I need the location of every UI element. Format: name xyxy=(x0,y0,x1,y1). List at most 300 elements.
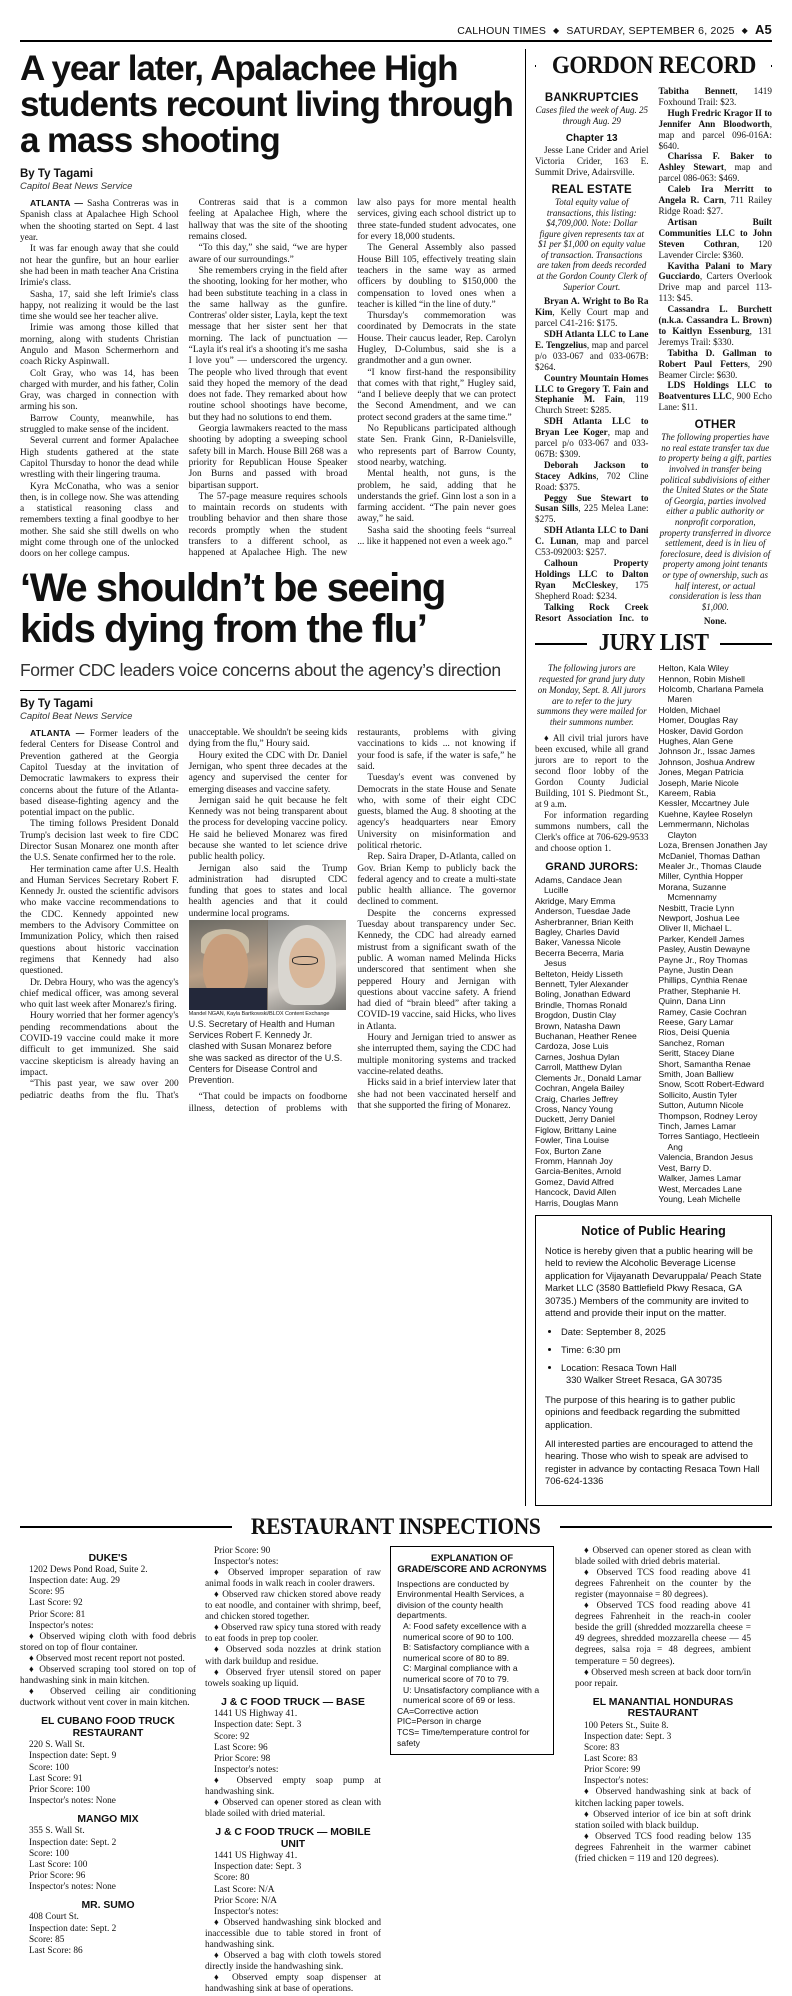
paragraph: Barrow County, meanwhile, has struggled to make sense of the incident. xyxy=(20,413,179,436)
list-item: Boling, Jonathan Edward xyxy=(535,989,631,1000)
inspection-line: ♦ Observed handwashing sink at back of kitchen lacking paper towels. xyxy=(575,1787,751,1809)
inspection-line: 220 S. Wall St. xyxy=(29,1740,85,1751)
inspection-line: Inspection date: Sept. 3 xyxy=(214,1720,302,1731)
inspection-line: Inspector's notes: None xyxy=(29,1795,116,1806)
gordon-record-banner xyxy=(535,52,772,80)
inspection-line: ♦ Observed empty soap dispenser at handwashing sink at base of operations. xyxy=(205,1973,381,1995)
paragraph: Houry exited the CDC with Dr. Daniel Jernigan, who spent three decades at the agency and supervised the center for emerging diseases and vaccine safety. xyxy=(188,750,348,795)
diamond-separator-icon: ◆ xyxy=(741,26,748,35)
paragraph: Houry and Jernigan tried to answer as she interrupted them, saying the CDC had multiple monitoring systems and tracked vaccine-related deaths. xyxy=(357,1033,516,1077)
paragraph: “That could be impacts on foodborne illness, detection of problems with restaurants, problems with giving vaccinations to kids ... not knowing if your food is safe, if the water is safe,” he said. xyxy=(188,728,516,1114)
list-item: Prather, Stephanie H. xyxy=(658,985,741,996)
inspection-line: Prior Score: 99 xyxy=(584,1765,641,1776)
entry-parties: Talking Rock Creek Resort Association Inc. to Tabitha Bennett xyxy=(535,86,736,623)
real-estate-entry: Artisan Built Communities LLC to John Steven Cothran, 120 Lavender Circle: $360. xyxy=(658,216,772,260)
upper-zone xyxy=(20,49,772,1506)
real-estate-entry: SDH Atlanta LLC to Lane E. Tengzelius, map and parcel p/o 033-067 and 033-067B: $264. xyxy=(535,328,649,372)
list-item: Carroll, Matthew Dylan xyxy=(535,1062,622,1073)
masthead xyxy=(20,22,772,40)
inspection-line: Prior Score: 90 xyxy=(214,1545,271,1556)
inspection-column xyxy=(20,1546,196,1996)
inspection-line: Inspector's notes: xyxy=(214,1906,279,1917)
list-item: Brindle, Thomas Ronald xyxy=(535,999,628,1010)
issue-date: SATURDAY, SEPTEMBER 6, 2025 xyxy=(566,25,735,37)
real-estate-entry: Talking Rock Creek Resort Association Inc. to Tabitha Bennett, 1419 Foxhound Trail: $23. xyxy=(535,86,772,623)
banner-rule-right xyxy=(720,643,772,645)
list-item: Pasley, Austin Dewayne xyxy=(658,944,751,955)
inspection-line: 100 Peters St., Suite 8. xyxy=(584,1720,669,1731)
list-item: Cochran, Angela Bailey xyxy=(535,1083,625,1094)
paragraph: Irimie was among those killed that morning, along with students Christian Angulo and Mason Schermerhorn and coach Ricky Aspinwall. xyxy=(20,323,179,368)
list-item: Payne Jr., Roy Thomas xyxy=(658,954,748,965)
list-item: Hancock, David Allen xyxy=(535,1187,617,1198)
inspection-line: ♦ Observed improper separation of raw animal foods in walk reach in cooler drawers. xyxy=(205,1567,381,1589)
paper-name: CALHOUN TIMES xyxy=(457,25,547,37)
banner-rule-right xyxy=(771,65,772,67)
restaurant-name: DUKE'S xyxy=(88,1552,128,1564)
inspection-column xyxy=(575,1546,751,1996)
list-item: Hughes, Alan Gene xyxy=(658,736,734,747)
story1-byline-org: Capitol Beat News Service xyxy=(20,181,133,193)
grade-explanation-title: EXPLANATION OF GRADE/SCORE AND ACRONYMS xyxy=(397,1551,547,1574)
grade-explanation-line: PIC=Person in charge xyxy=(397,1716,482,1727)
inspection-line: Last Score: 92 xyxy=(29,1598,83,1609)
inspection-line: ♦ Observed interior of ice bin at soft drink station soiled with black buildup. xyxy=(575,1809,751,1831)
page-number: A5 xyxy=(754,22,772,37)
inspection-line: Last Score: 96 xyxy=(214,1742,268,1753)
list-item: Holden, Michael xyxy=(658,704,721,715)
other-note: The following properties have no real estate transfer tax due to property being a gift, parties involved in transfer being political subdivisions of either the United States or the State of Georgia, parties involved either a public authority or nonprofit corporation, property transferred in divorce settlement, deed is in lieu of foreclosure, deed is division of property among joint tenants or type of ownership, such as half interest, or actual consideration is less than $1,000. xyxy=(658,432,772,612)
list-item: Garcia-Benites, Arnold xyxy=(535,1166,621,1177)
list-item: Ramey, Casie Cochran xyxy=(658,1006,747,1017)
inspection-line: ♦ Observed TCS food reading above 41 degrees Fahrenheit on the counter by the register (mayonnaise = 80 degrees). xyxy=(575,1567,751,1600)
notice-closing: All interested parties are encouraged to attend the hearing. Those who wish to speak are advised to register in advance by contacting Resaca Town Hall 706-624-1336 xyxy=(545,1438,760,1487)
inspection-line: Score: 80 xyxy=(214,1873,250,1884)
paragraph: Kyra McConatha, who was a senior then, is in college now. She was attending a statistical reasoning class and remembers texting a final goodbye to her mother. She said she still dwells on who might come through one of the unlocked doors on her college campus. xyxy=(20,481,179,560)
paragraph: Rep. Saira Draper, D-Atlanta, called on Gov. Brian Kemp to publicly back the federal agency and to create a multi-state public health alliance. The governor declined to comment. xyxy=(357,852,516,908)
portrait-photo xyxy=(189,920,346,1010)
story2-byline-org: Capitol Beat News Service xyxy=(20,711,133,723)
list-item: Young, Leah Michelle xyxy=(658,1193,741,1204)
bankruptcy-chapter: Chapter 13 xyxy=(565,133,618,145)
jury-list-banner xyxy=(535,630,772,657)
paragraph: Jernigan said he quit because he felt Kennedy was not being transparent about the process for developing vaccine policy. He said he believed Monarez was fired because she wanted to let science drive public health policy. xyxy=(188,795,348,863)
entry-parties: LDS Holdings LLC to Boatventures LLC xyxy=(658,380,772,402)
real-estate-entry: Calhoun Property Holdings LLC to Dalton Ryan McCleskey, 175 Shepherd Road: $234. xyxy=(535,558,649,601)
inspection-line: ♦ Observed raw chicken stored above ready to eat noodle, and container with shrimp, beef, and chicken stored together. xyxy=(205,1590,381,1623)
inspection-line: Prior Score: 96 xyxy=(29,1870,86,1881)
grand-jurors-head: GRAND JURORS: xyxy=(545,860,639,873)
grade-explanation-line: C: Marginal compliance with a numerical score of 70 to 79. xyxy=(403,1663,518,1684)
list-item: Asherbranner, Brian Keith xyxy=(535,916,634,927)
restaurant-name: MANGO MIX xyxy=(77,1813,139,1825)
list-item: Kareem, Rabia xyxy=(658,788,716,799)
list-item: Sollicito, Austin Tyler xyxy=(658,1089,738,1100)
paragraph: Colt Gray, who was 14, has been charged with murder, and his father, Colin Gray, was charged in connection with arming his son. xyxy=(20,368,179,413)
list-item: Brogdon, Dustin Clay xyxy=(535,1010,617,1021)
list-item: Gomez, David Alfred xyxy=(535,1176,614,1187)
paragraph: Her termination came after U.S. Health and Human Services Secretary Robert F. Kennedy Jr. ousted the scientific advisors who make vaccine recommendations to the CDC. Kennedy appointed new members to the Advisory Committee on Immunization Policy, which then raised questions about historic vaccination regimens that Kennedy had also questioned. xyxy=(20,864,179,977)
list-item: Johnson, Joshua Andrew xyxy=(658,756,755,767)
list-item: Becerra Becerra, Maria Jesus xyxy=(535,947,624,969)
story2-rule xyxy=(20,690,516,691)
inspection-line: 355 S. Wall St. xyxy=(29,1826,85,1837)
inspection-line: Inspector's notes: xyxy=(214,1764,279,1775)
list-item: Cardoza, Jose Luis xyxy=(535,1041,609,1052)
photo-caption: U.S. Secretary of Health and Human Services Robert F. Kennedy Jr. clashed with Susan Monarez before she was sacked as director of the U.S. Centers for Disease Control and Prevention. xyxy=(188,1019,343,1086)
inspection-line: Score: 95 xyxy=(29,1587,65,1598)
real-estate-entry: Cassandra L. Burchett (n.k.a. Cassandra L. Brown) to Kaitlyn Essenburg, 131 Jeremys Trail: $330. xyxy=(658,304,772,347)
inspection-line: Prior Score: 98 xyxy=(214,1753,271,1764)
list-item: Johnson Jr., Issac James xyxy=(658,746,755,757)
inspection-line: Score: 100 xyxy=(29,1762,70,1773)
paragraph: Tuesday's event was convened by Democrats in the state House and Senate who, with some of their eight CDC guests, blamed the Aug. 8 shooting at the agency's headquarters near Emory University on misinformation and political rhetoric. xyxy=(357,773,516,851)
list-item: Jones, Megan Patricia xyxy=(658,767,744,778)
notice-bullet: • Date: September 8, 2025 xyxy=(561,1326,762,1339)
inspection-line: Inspection date: Sept. 2 xyxy=(29,1923,117,1934)
jury-note: The following jurors are requested for grand jury duty on Monday, Sept. 8. All jurors are to refer to the jury summons they were mailed for their summons number. xyxy=(536,663,647,728)
real-estate-entry: LDS Holdings LLC to Boatventures LLC, 900 Echo Lane: $11. xyxy=(658,380,772,413)
inspection-line: ♦ Observed ceiling air conditioning ductwork without vent cover in main kitchen. xyxy=(20,1687,196,1709)
dateline: ATLANTA — xyxy=(30,198,88,209)
list-item: Buchanan, Heather Renee xyxy=(535,1031,637,1042)
list-item: Snow, Scott Robert-Edward xyxy=(658,1079,765,1090)
list-item: Parker, Kendell James xyxy=(658,933,745,944)
story2-byline: By Ty Tagami xyxy=(20,698,94,711)
paragraph: Thursday's commemoration was coordinated by Democrats in the state House. Their caucus leader, Rep. Carolyn Hugley, D-Columbus, said she is a grandmother and a gun owner. xyxy=(357,311,516,367)
notice-title: Notice of Public Hearing xyxy=(581,1223,726,1238)
story1-body xyxy=(20,198,516,561)
list-item: Brown, Natasha Dawn xyxy=(535,1020,621,1031)
real-estate-entry: SDH Atlanta LLC to Dani C. Lunan, map and parcel C53-092003: $257. xyxy=(535,525,649,558)
list-item: Quinn, Dana Linn xyxy=(658,996,726,1007)
restaurant-inspections-title: RESTAURANT INSPECTIONS xyxy=(251,1513,541,1539)
real-estate-entry: Country Mountain Homes LLC to Gregory T. Fain and Stephanie M. Fain, 119 Church Street: $285. xyxy=(535,372,649,416)
inspection-line: ♦ Observed handwashing sink blocked and inaccessible due to table stored in front of handwashing sink. xyxy=(205,1917,381,1951)
list-item: Payne, Justin Dean xyxy=(658,964,734,975)
list-item: Kuehne, Kaylee Roselyn xyxy=(658,808,753,819)
real-estate-entry: Bryan A. Wright to Bo Ra Kim, Kelly Court map and parcel C41-216: $175. xyxy=(535,296,649,329)
inspection-line: Prior Score: 100 xyxy=(29,1784,90,1795)
restaurant-inspections-grid xyxy=(20,1546,772,1996)
entry-parties: SDH Atlanta LLC to Lane E. Tengzelius xyxy=(535,328,649,350)
inspection-line: ♦ Observed most recent report not posted. xyxy=(29,1653,185,1664)
jurors-list-col2 xyxy=(659,663,773,1204)
notice-bullet: • Time: 6:30 pm xyxy=(561,1344,762,1357)
photo-credit: Mandel NGAN, Kayla Bartkowski/BLOX Content Exchange xyxy=(188,1011,330,1018)
list-item: Harris, Douglas Mann xyxy=(535,1197,619,1208)
inspection-line: ♦ Observed TCS food reading above 41 degrees Fahrenheit in the reach-in cooler beside the grill (shredded mozzarella cheese = 49 degrees, shredded mozzarella cheese — 45 degrees, salsa roja = 48 degrees, ambient temperature = 50 degrees). xyxy=(575,1601,751,1667)
inspection-line: Score: 100 xyxy=(29,1848,70,1859)
paragraph: The timing follows President Donald Trump's decision last week to fire CDC Director Susan Monarez one month after the U.S. Senate confirmed her to the role. xyxy=(20,819,179,864)
inspection-line: ♦ Observed a bag with cloth towels stored directly inside the handwashing sink. xyxy=(205,1951,381,1973)
list-item: Kessler, Mccartney Jule xyxy=(658,798,750,809)
banner-rule-left xyxy=(20,1526,232,1528)
portrait-kennedy xyxy=(189,920,267,1010)
paragraph: Sasha, 17, said she left Irimie's class happy, not realizing it would be the last time she would see her teacher alive. xyxy=(20,289,179,323)
entry-parties: Cassandra L. Burchett (n.k.a. Cassandra L. Brown) to Kaitlyn Essenburg xyxy=(658,304,772,336)
inspection-line: 1441 US Highway 41. xyxy=(214,1851,298,1862)
gordon-record-title: GORDON RECORD xyxy=(551,52,756,79)
story2-photo-block xyxy=(189,920,346,1086)
paragraph: She remembers crying in the field after the shooting, looking for her mother, who had been substitute teaching in a class in the same hallway as the gunfire. Contreras' older sister, Layla, kept the text message that her sister sent her that morning. The lack of punctuation — “Layla it's real it's a shooting it's me sasha I love you” — underscored the urgency. The people who lived through that event said they hoped the memory of the dead does not fade. They remarked about how routine school shootings have become, but they had no solutions to end them. xyxy=(188,265,348,423)
real-estate-entry: Hugh Fredric Kragor II to Jennifer Ann Bloodworth, map and parcel 096-016A: $640. xyxy=(658,107,772,151)
notice-bullet-list xyxy=(545,1326,762,1386)
list-item: Fowler, Tina Louise xyxy=(535,1135,610,1146)
entry-parties: Kavitha Palani to Mary Gucciardo xyxy=(658,260,772,282)
entry-parties: Peggy Sue Stewart to Susan Sills xyxy=(535,492,649,514)
list-item: Bagley, Charles David xyxy=(535,927,620,937)
gordon-record-body xyxy=(535,86,772,627)
paragraph: “I know first-hand the responsibility that comes with that right,” Hugley said, “and I believe deeply that we can protect the Second Amendment, and we can protect second graders at the same time.” xyxy=(357,367,516,423)
restaurant-inspections-banner xyxy=(20,1514,772,1540)
list-item: Clements Jr., Donald Lamar xyxy=(535,1072,642,1083)
inspection-line: Inspector's notes: xyxy=(584,1776,649,1787)
list-item: Vest, Barry D. xyxy=(658,1162,712,1173)
list-item: Torres Santiago, Hectleein Ang xyxy=(658,1131,760,1152)
list-item: Reese, Gary Lamar xyxy=(658,1017,734,1027)
inspection-line: ♦ Observed soda nozzles at drink station with dark buildup and residue. xyxy=(205,1645,381,1667)
entry-parties: Charissa F. Baker to Ashley Stewart xyxy=(658,151,772,173)
list-item: Sanchez, Roman xyxy=(658,1037,725,1048)
paragraph: For information regarding summons numbers, call the Clerk's office at 706-629-9533 and choose option 1. xyxy=(535,809,649,853)
public-hearing-notice xyxy=(535,1215,772,1506)
entry-parties: Country Mountain Homes LLC to Gregory T. Fain and Stephanie M. Fain xyxy=(535,372,649,405)
inspection-line: ♦ Observed fryer utensil stored on paper towels soaking up liquid. xyxy=(205,1667,381,1689)
paragraph: Sasha said the shooting feels “surreal ... like it happened not even a week ago.” xyxy=(357,525,516,548)
list-item: Akridge, Mary Emma xyxy=(535,895,616,906)
inspection-line: ♦ Observed TCS food reading below 135 degrees Fahrenheit in the warmer cabinet (fried chicken = 119 and 120 degrees). xyxy=(575,1831,751,1864)
list-item: Tinch, James Lamar xyxy=(658,1121,737,1132)
list-item: Carnes, Joshua Dylan xyxy=(535,1051,620,1062)
list-item: Seritt, Stacey Diane xyxy=(658,1048,735,1059)
list-item: Lemmermann, Nicholas Clayton xyxy=(658,819,750,840)
entry-parties: Artisan Built Communities LLC to John Steven Cothran xyxy=(658,216,772,249)
list-item: McDaniel, Thomas Dathan xyxy=(658,850,761,861)
real-estate-entry: SDH Atlanta LLC to Bryan Lee Koger, map and parcel p/o 033-067 and 033-067B: $309. xyxy=(535,416,649,459)
list-item: Joseph, Marie Nicole xyxy=(658,777,739,788)
gordon-record-column xyxy=(526,49,772,1506)
paragraph: It was far enough away that she could not hear the gunfire, but an hour earlier she had been in math teacher Ana Cristina Irimie's class. xyxy=(20,244,179,289)
real-estate-head: REAL ESTATE xyxy=(551,183,632,196)
inspection-line: Last Score: N/A xyxy=(214,1884,275,1895)
masthead-rule xyxy=(20,40,772,42)
notice-bullet-sub: 330 Walker Street Resaca, GA 30735 xyxy=(566,1374,722,1386)
grade-explanation-line: CA=Corrective action xyxy=(397,1705,479,1716)
inspection-line: 1441 US Highway 41. xyxy=(214,1709,298,1720)
inspection-line: ♦ Observed can opener stored as clean with blade soiled with dried material. xyxy=(205,1798,381,1820)
notice-bullet: • Location: Resaca Town Hall 330 Walker Street Resaca, GA 30735 xyxy=(561,1362,762,1387)
jury-intro-column xyxy=(535,663,649,1208)
dateline: ATLANTA — xyxy=(30,728,90,739)
banner-rule-left xyxy=(535,65,536,67)
list-item: Anderson, Tuesdae Jade xyxy=(535,906,631,917)
story2-headline: ‘We shouldn’t be seeing kids dying from the flu’ xyxy=(20,565,445,651)
list-item: Oliver II, Michael L. xyxy=(658,923,733,934)
banner-rule-left xyxy=(535,643,587,645)
restaurant-name: EL CUBANO FOOD TRUCK RESTAURANT xyxy=(41,1716,175,1739)
story2-body xyxy=(20,728,516,1115)
grade-explanation-line: TCS= Time/temperature control for safety xyxy=(397,1726,530,1748)
list-item: Homer, Douglas Ray xyxy=(658,715,738,726)
inspection-line: Last Score: 100 xyxy=(29,1859,88,1870)
list-item: Baker, Vanessa Nicole xyxy=(535,937,621,948)
entry-parties: Bryan A. Wright to Bo Ra Kim xyxy=(535,296,649,318)
paragraph: Hicks said in a brief interview later that she had not been vaccinated herself and that she supported the firing of Monarez. xyxy=(357,1078,516,1111)
list-item: Fox, Burton Zane xyxy=(535,1145,602,1156)
entry-parties: SDH Atlanta LLC to Bryan Lee Koger xyxy=(535,416,649,438)
list-item: West, Mercades Lane xyxy=(658,1183,742,1194)
list-item: Mealer Jr., Thomas Claude xyxy=(658,860,762,871)
bankruptcies-note: Cases filed the week of Aug. 25 through Aug. 29 xyxy=(535,105,649,126)
jurors-list-col1 xyxy=(535,875,649,1208)
list-item: Thompson, Rodney Leroy xyxy=(658,1110,758,1121)
inspection-line: ♦ Observed empty soap pump at handwashing sink. xyxy=(205,1775,381,1797)
list-item: Craig, Charles Jeffrey xyxy=(535,1093,618,1104)
list-item: Fromm, Hannah Joy xyxy=(535,1155,613,1166)
list-item: Valencia, Brandon Jesus xyxy=(658,1152,753,1163)
paragraph: ♦ All civil trial jurors have been excused, while all grand jurors are to report to the second floor lobby of the Gordon County Judicial Building, 101 S. Piedmont St., at 9 a.m. xyxy=(535,732,649,809)
inspection-line: Inspection date: Sept. 9 xyxy=(29,1751,117,1762)
inspection-line: Inspector's notes: xyxy=(29,1620,94,1631)
list-item: Holcomb, Charlana Pamela Maren xyxy=(658,684,764,705)
jury-instructions xyxy=(535,733,649,854)
restaurant-name: J & C FOOD TRUCK — MOBILE UNIT xyxy=(215,1827,371,1850)
inspection-line: Inspection date: Aug. 29 xyxy=(29,1576,120,1587)
inspection-line: Last Score: 91 xyxy=(29,1773,83,1784)
inspection-line: Inspector's notes: xyxy=(214,1556,279,1567)
real-estate-entry: Kavitha Palani to Mary Gucciardo, Carters Overlook Drive map and parcel 113-113: $45. xyxy=(658,260,772,304)
paragraph: Mental health, not guns, is the problem, he said, adding that he understands the grief. Ginn lost a son in a farming accident. “The pain never goes away,” he said. xyxy=(357,469,516,525)
grade-explanation-wrapper xyxy=(390,1546,566,1996)
paragraph: Georgia lawmakers reacted to the mass shooting by adopting a sweeping school safety bill in March. House Bill 268 was a priority for Republican House Speaker Jon Burns and passed with broad bipartisan support. xyxy=(188,424,348,491)
paragraph: Contreras said that is a common feeling at Apalachee High, where the hallway that was the site of the shooting remains closed. xyxy=(188,198,348,243)
story1-headline: A year later, Apalachee High students recount living through a mass shooting xyxy=(20,49,513,161)
story2-deck: Former CDC leaders voice concerns about the agency’s direction xyxy=(20,660,501,681)
bankruptcy-entry: Jesse Lane Crider and Ariel Victoria Crider, 163 E. Summit Drive, Adairsville. xyxy=(535,145,649,177)
paragraph: ATLANTA — Sasha Contreras was in Spanish class at Apalachee High School when the shooting started on Sept. 4 last year. xyxy=(20,198,179,244)
entry-parties: SDH Atlanta LLC to Dani C. Lunan xyxy=(535,525,649,547)
grade-explanation-line: U: Unsatisfactory compliance with a numerical score of 69 or less. xyxy=(403,1684,540,1706)
paragraph: No Republicans participated although state Sen. Frank Ginn, R-Danielsville, who represents part of Barrow County, stood nearby, watching. xyxy=(357,424,516,468)
inspection-line: Score: 83 xyxy=(584,1743,620,1754)
list-item: Bennett, Tyler Alexander xyxy=(535,979,629,990)
paragraph: “This past year, we saw over 200 pediatric deaths from the flu. That's unacceptable. We shouldn't be seeing kids dying from the flu,” Houry said. xyxy=(20,728,348,1101)
paragraph: Houry worried that her former agency's pending recommendations about the COVID-19 vaccine could make it more difficult to get immunized. She said vaccine skepticism is already having an impact. xyxy=(20,1011,179,1078)
paragraph: The General Assembly also passed House Bill 105, effectively treating slain teachers in the same way as armed officers by doubling to $150,000 the compensation to loved ones when a teacher is killed “in the line of duty.” xyxy=(357,243,516,310)
paragraph: The 57-page measure requires schools to maintain records on students with troubling behavior and then share those records promptly when the student transfers to a different school, as happened at Apalachee High. The new law also pays for more mental health services, giving each school district up to three state-funded student advocates, one for every 18,000 students. xyxy=(188,198,516,559)
list-item: Short, Samantha Renae xyxy=(658,1058,751,1069)
list-item: Duckett, Jerry Daniel xyxy=(535,1114,615,1125)
entry-parties: Tabitha D. Gallman to Robert Paul Fetters xyxy=(658,347,772,369)
left-column-group xyxy=(20,49,525,1506)
inspection-line: Inspection date: Sept. 3 xyxy=(584,1731,672,1742)
other-head: OTHER xyxy=(694,419,736,432)
paragraph: Several current and former Apalachee High students gathered at the state Capitol Thursday to honor the dead while wrestling with their lingering trauma. xyxy=(20,436,179,481)
real-estate-entry: Peggy Sue Stewart to Susan Sills, 225 Melea Lane: $275. xyxy=(535,492,649,525)
notice-intro: Notice is hereby given that a public hearing will be held to review the Alcoholic Beverage License application for Vijayanath Devaruppala/ Peach State Market LLC (3580 Battlefield Pkwy Resaca, GA 30735.) Members of the community are invited to attend and provide their input on the matter. xyxy=(545,1244,762,1318)
restaurant-name: EL MANANTIAL HONDURAS RESTAURANT xyxy=(592,1696,734,1720)
list-item: Belteton, Heidy Lisseth xyxy=(535,968,623,979)
list-item: Hennon, Robin Mishell xyxy=(658,673,745,684)
diamond-separator-icon: ◆ xyxy=(553,26,560,35)
paragraph: Jernigan also said the Trump administration had disrupted CDC funding that goes to states and local health agencies and that it could undermine local programs. xyxy=(188,863,348,919)
other-entries: None. xyxy=(703,616,727,627)
entry-parties: Deborah Jackson to Stacey Adkins xyxy=(535,459,649,481)
grade-explanation-line: Inspections are conducted by Environmental Health Services, a division of the county health departments. xyxy=(397,1578,525,1621)
restaurant-name: J & C FOOD TRUCK — BASE xyxy=(221,1696,365,1708)
list-item: Rios, Deisi Quenia xyxy=(658,1027,730,1038)
inspection-line: Score: 85 xyxy=(29,1934,65,1945)
inspection-line: Prior Score: N/A xyxy=(214,1895,278,1906)
inspection-line: ♦ Observed can opener stored as clean with blade soiled with dried debris material. xyxy=(575,1545,751,1567)
list-item: Nesbitt, Tracie Lynn xyxy=(658,902,735,913)
list-item: Figlow, Brittany Laine xyxy=(535,1124,617,1135)
portrait-monarez xyxy=(268,920,346,1010)
list-item: Helton, Kala Wiley xyxy=(658,663,729,674)
bankruptcies-head: BANKRUPTCIES xyxy=(544,92,639,104)
list-item: Morana, Suzanne Mcmennamy xyxy=(658,881,727,903)
paragraph: Despite the concerns expressed Tuesday about transparency under Sec. Kennedy, the CDC had already earned mistrust from a significant swath of the public. A woman named Melinda Hicks underscored that sentiment when she peppered Houry and Jernigan with questions about vaccine safety. A friend had died of “brain bleed” after taking a COVID-19 vaccine, said Hicks, who lives in Atlanta. xyxy=(357,908,516,1032)
list-item: Phillips, Cynthia Renae xyxy=(658,975,748,986)
list-item: Newport, Joshua Lee xyxy=(658,912,740,923)
inspection-line: ♦ Observed wiping cloth with food debris stored on top of flour container. xyxy=(20,1631,196,1653)
inspection-line: 1202 Dews Pond Road, Suite 2. xyxy=(29,1565,148,1576)
paragraph: Dr. Debra Houry, who was the agency's chief medical officer, was among several who quit last week after Monarez's firing. xyxy=(20,977,179,1011)
grade-explanation-line: B: Satisfactory compliance with a numerical score of 80 to 89. xyxy=(403,1642,530,1663)
list-item: Walker, James Lamar xyxy=(658,1173,742,1184)
entry-parties: Hugh Fredric Kragor II to Jennifer Ann Bloodworth xyxy=(658,107,772,129)
inspection-line: Inspector's notes: None xyxy=(29,1881,116,1892)
restaurant-name: MR. SUMO xyxy=(81,1899,135,1911)
list-item: Cross, Nancy Young xyxy=(535,1103,613,1114)
jury-list-title: JURY LIST xyxy=(598,630,709,657)
inspection-line: Prior Score: 81 xyxy=(29,1609,86,1620)
notice-purpose: The purpose of this hearing is to gather public opinions and feedback regarding the submitted application. xyxy=(545,1393,740,1430)
inspection-line: Score: 92 xyxy=(214,1731,250,1742)
inspection-line: ♦ Observed scraping tool stored on top of handwashing sink in main kitchen. xyxy=(20,1664,196,1687)
real-estate-entry: Caleb Ira Merritt to Angela R. Carn, 711 Railey Ridge Road: $27. xyxy=(658,184,772,216)
inspection-line: Inspection date: Sept. 2 xyxy=(29,1837,117,1848)
list-item: Loza, Brensen Jonathen Jay xyxy=(658,840,768,851)
real-estate-entry: Deborah Jackson to Stacey Adkins, 702 Cline Road: $375. xyxy=(535,459,649,492)
inspection-line: Last Score: 86 xyxy=(29,1945,83,1956)
inspection-line: ♦ Observed raw spicy tuna stored with ready to eat foods in prep top cooler. xyxy=(205,1623,381,1645)
list-item: Hosker, David Gordon xyxy=(658,725,744,736)
list-item: Sutton, Autumn Nicole xyxy=(658,1100,744,1111)
real-estate-entry: Charissa F. Baker to Ashley Stewart, map and parcel 086-063: $469. xyxy=(658,151,772,184)
grade-explanation-box xyxy=(390,1546,554,1756)
paragraph: “To this day,” she said, “we are hyper aware of our surroundings.” xyxy=(188,243,348,265)
list-item: Smith, Joan Balliew xyxy=(658,1069,734,1080)
inspection-line: Inspection date: Sept. 3 xyxy=(214,1862,302,1873)
real-estate-note: Total equity value of transactions, this listing: $4,709,000. Note: Dollar figure given represents tax at $1 per $1,000 on equity value of transaction. Transactions are taken from deeds recorded at the Gordon County Clerk of Superior Court. xyxy=(536,196,647,292)
inspection-column xyxy=(205,1546,381,1996)
inspection-line: ♦ Observed mesh screen at back door torn/in poor repair. xyxy=(575,1667,751,1689)
entry-parties: Calhoun Property Holdings LLC to Dalton Ryan McCleskey xyxy=(535,558,649,590)
inspection-line: Last Score: 83 xyxy=(584,1754,638,1765)
real-estate-entry: Tabitha D. Gallman to Robert Paul Fetters, 290 Beamer Circle: $630. xyxy=(658,347,772,380)
paragraph: ATLANTA — Former leaders of the federal Centers for Disease Control and Prevention gathered at the Georgia Capitol Tuesday at the invitation of Democratic lawmakers to express their concerns about the future of the Atlanta-based disease-fighting agency and the potential impact on the public. xyxy=(20,728,179,819)
jury-list-body xyxy=(535,663,772,1208)
inspection-line: 408 Court St. xyxy=(29,1912,79,1923)
banner-rule-right xyxy=(560,1526,772,1528)
grade-explanation-line: A: Food safety excellence with a numerical score of 90 to 100. xyxy=(403,1621,527,1642)
list-item: Adams, Candace Jean Lucille xyxy=(535,874,622,896)
list-item: Miller, Cynthia Hopper xyxy=(658,871,744,882)
entry-parties: Caleb Ira Merritt to Angela R. Carn xyxy=(658,184,772,206)
story1-byline: By Ty Tagami xyxy=(20,168,94,181)
